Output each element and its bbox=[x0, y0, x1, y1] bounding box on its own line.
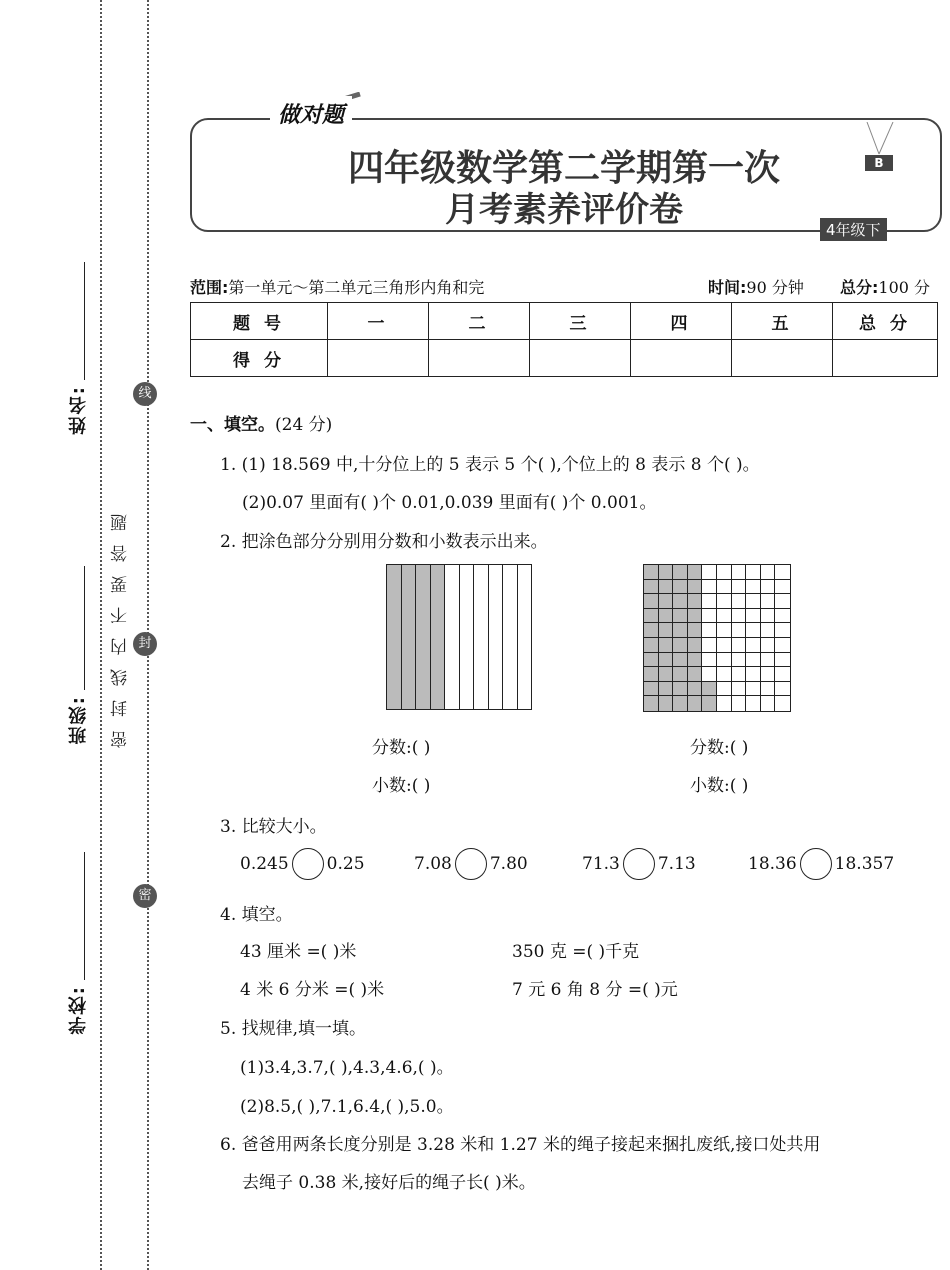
grid-cell bbox=[702, 609, 717, 624]
name-label: 姓名: bbox=[68, 385, 89, 435]
grid-cell bbox=[717, 653, 732, 668]
binding-dotted-line-outer bbox=[100, 0, 102, 1270]
q5-text: 5. 找规律,填一填。 bbox=[220, 1019, 367, 1039]
grid-cell bbox=[732, 667, 747, 682]
grid-cell bbox=[644, 638, 659, 653]
grid-cell bbox=[659, 565, 674, 580]
total-label: 总分: bbox=[840, 278, 879, 297]
grid-cell bbox=[761, 580, 776, 595]
grid-cell bbox=[761, 696, 776, 711]
grid-cell bbox=[761, 638, 776, 653]
grid-cell bbox=[688, 696, 703, 711]
grid-cell bbox=[688, 609, 703, 624]
grid-cell bbox=[746, 667, 761, 682]
compare-left: 18.36 bbox=[748, 854, 797, 874]
grid-cell bbox=[659, 580, 674, 595]
q6-line-1: 6. 爸爸用两条长度分别是 3.28 米和 1.27 米的绳子接起来捆扎废纸,接口处共用 bbox=[220, 1135, 821, 1155]
grid-cell bbox=[688, 638, 703, 653]
seal-mark-line: 线 bbox=[133, 382, 157, 406]
compare-circle[interactable] bbox=[800, 848, 832, 880]
score-header-cell: 三 bbox=[530, 303, 631, 340]
grid-cell bbox=[644, 580, 659, 595]
grid-cell bbox=[746, 682, 761, 697]
badge-hanger-icon bbox=[865, 122, 895, 156]
strip-column bbox=[402, 565, 417, 709]
grid-cell bbox=[644, 623, 659, 638]
seal-warning: 密封线内不要答题 bbox=[111, 500, 131, 748]
grid-cell bbox=[702, 682, 717, 697]
grid-cell bbox=[775, 653, 790, 668]
grid-cell bbox=[702, 594, 717, 609]
brand-logo: 做对题 bbox=[270, 96, 352, 131]
q3-text: 3. 比较大小。 bbox=[220, 817, 327, 837]
grid-cell bbox=[746, 594, 761, 609]
grid-cell bbox=[673, 653, 688, 668]
section-1-heading bbox=[190, 410, 332, 435]
grid-cell bbox=[746, 653, 761, 668]
grid-cell bbox=[717, 682, 732, 697]
time-value: 90 分钟 bbox=[746, 278, 804, 297]
compare-right: 7.13 bbox=[657, 854, 696, 874]
grid-cell bbox=[775, 682, 790, 697]
strip-column bbox=[474, 565, 489, 709]
name-field[interactable] bbox=[84, 262, 85, 380]
grid-cell bbox=[775, 696, 790, 711]
grid-cell bbox=[673, 594, 688, 609]
grid-cell bbox=[659, 696, 674, 711]
time-info bbox=[708, 275, 804, 298]
grid-cell bbox=[688, 565, 703, 580]
strip-column bbox=[431, 565, 446, 709]
time-label: 时间: bbox=[708, 278, 747, 297]
grid-cell bbox=[688, 580, 703, 595]
grid-cell bbox=[659, 623, 674, 638]
grid-cell bbox=[717, 696, 732, 711]
class-field[interactable] bbox=[84, 566, 85, 690]
q2-text: 2. 把涂色部分分别用分数和小数表示出来。 bbox=[220, 532, 548, 552]
hundred-grid-figure bbox=[643, 564, 791, 712]
title-line-2: 月考素养评价卷 bbox=[445, 190, 683, 230]
grid-cell bbox=[673, 696, 688, 711]
seal-mark-secret: 密 bbox=[133, 884, 157, 908]
grid-cell bbox=[761, 609, 776, 624]
grade-tag: 4年级下 bbox=[820, 218, 887, 241]
grid-cell bbox=[746, 696, 761, 711]
grid-cell bbox=[775, 594, 790, 609]
strip-figure bbox=[386, 564, 532, 710]
strip-column bbox=[445, 565, 460, 709]
score-header-row bbox=[191, 303, 938, 340]
grid-cell bbox=[702, 696, 717, 711]
grid-cell bbox=[644, 609, 659, 624]
class-label: 班级: bbox=[68, 695, 89, 745]
grid-cell bbox=[702, 667, 717, 682]
grid-cell bbox=[732, 696, 747, 711]
grid-cell bbox=[659, 682, 674, 697]
grid-cell bbox=[673, 565, 688, 580]
grid-cell bbox=[746, 580, 761, 595]
grid-cell bbox=[746, 565, 761, 580]
grid-cell bbox=[775, 638, 790, 653]
grid-cell bbox=[688, 623, 703, 638]
score-cell[interactable] bbox=[732, 340, 833, 377]
grid-cell bbox=[688, 594, 703, 609]
grid-cell bbox=[732, 638, 747, 653]
q1-line-1: 1. (1) 18.569 中,十分位上的 5 表示 5 个( ),个位上的 8 表示 8 个( )。 bbox=[220, 455, 760, 475]
score-cell[interactable] bbox=[429, 340, 530, 377]
score-cell[interactable] bbox=[833, 340, 938, 377]
compare-circle[interactable] bbox=[455, 848, 487, 880]
grid-cell bbox=[717, 623, 732, 638]
right-decimal-answer[interactable]: 小数:( ) bbox=[690, 776, 749, 796]
grid-cell bbox=[673, 667, 688, 682]
grid-cell bbox=[775, 667, 790, 682]
grid-cell bbox=[717, 580, 732, 595]
left-decimal-answer[interactable]: 小数:( ) bbox=[372, 776, 431, 796]
scope-label: 范围: bbox=[190, 278, 229, 297]
grid-cell bbox=[702, 623, 717, 638]
school-field[interactable] bbox=[84, 852, 85, 980]
right-fraction-answer[interactable]: 分数:( ) bbox=[690, 738, 749, 758]
section-1-title: 一、填空。 bbox=[190, 415, 275, 435]
compare-right: 18.357 bbox=[834, 854, 895, 874]
compare-left: 0.245 bbox=[240, 854, 289, 874]
q6-line-2: 去绳子 0.38 米,接好后的绳子长( )米。 bbox=[242, 1173, 536, 1193]
title-line-1: 四年级数学第二学期第一次 bbox=[347, 148, 780, 189]
score-cell[interactable] bbox=[631, 340, 732, 377]
grid-cell bbox=[673, 682, 688, 697]
grid-cell bbox=[717, 638, 732, 653]
grid-cell bbox=[732, 609, 747, 624]
compare-pair bbox=[582, 848, 696, 880]
school-label: 学校: bbox=[68, 985, 89, 1035]
score-header-cell: 一 bbox=[328, 303, 429, 340]
score-header-cell: 二 bbox=[429, 303, 530, 340]
score-header-cell: 总 分 bbox=[833, 303, 938, 340]
score-header-cell: 四 bbox=[631, 303, 732, 340]
grid-cell bbox=[673, 623, 688, 638]
grid-cell bbox=[746, 638, 761, 653]
grid-cell bbox=[644, 667, 659, 682]
grid-cell bbox=[732, 653, 747, 668]
strip-column bbox=[489, 565, 504, 709]
q1-line-2: (2)0.07 里面有( )个 0.01,0.039 里面有( )个 0.001。 bbox=[242, 493, 657, 513]
grid-cell bbox=[775, 623, 790, 638]
grid-cell bbox=[702, 638, 717, 653]
grid-cell bbox=[717, 667, 732, 682]
score-cell[interactable] bbox=[530, 340, 631, 377]
grid-cell bbox=[702, 653, 717, 668]
score-value-row bbox=[191, 340, 938, 377]
compare-right: 0.25 bbox=[326, 854, 365, 874]
q5-line-1: (1)3.4,3.7,( ),4.3,4.6,( )。 bbox=[240, 1058, 454, 1078]
compare-pair bbox=[414, 848, 528, 880]
strip-column bbox=[416, 565, 431, 709]
left-fraction-answer[interactable]: 分数:( ) bbox=[372, 738, 431, 758]
grid-cell bbox=[761, 565, 776, 580]
score-header-cell: 题 号 bbox=[191, 303, 328, 340]
grid-cell bbox=[761, 682, 776, 697]
compare-left: 71.3 bbox=[582, 854, 620, 874]
grid-cell bbox=[746, 623, 761, 638]
compare-circle[interactable] bbox=[292, 848, 324, 880]
grid-cell bbox=[732, 682, 747, 697]
q4-item-a: 43 厘米 =( )米 bbox=[240, 942, 357, 962]
grid-cell bbox=[659, 667, 674, 682]
version-badge: B bbox=[865, 155, 893, 171]
grid-cell bbox=[688, 653, 703, 668]
strip-column bbox=[387, 565, 402, 709]
grid-cell bbox=[761, 594, 776, 609]
grid-cell bbox=[761, 623, 776, 638]
grid-cell bbox=[644, 653, 659, 668]
compare-circle[interactable] bbox=[623, 848, 655, 880]
seal-mark-seal: 封 bbox=[133, 632, 157, 656]
grid-cell bbox=[673, 638, 688, 653]
q4-item-b: 350 克 =( )千克 bbox=[512, 942, 640, 962]
scope-info bbox=[190, 275, 484, 298]
q4-text: 4. 填空。 bbox=[220, 905, 293, 925]
grid-cell bbox=[688, 667, 703, 682]
strip-column bbox=[460, 565, 475, 709]
compare-pair bbox=[748, 848, 894, 880]
grid-cell bbox=[659, 609, 674, 624]
grid-cell bbox=[717, 594, 732, 609]
score-cell[interactable] bbox=[328, 340, 429, 377]
grid-cell bbox=[732, 565, 747, 580]
grid-cell bbox=[659, 594, 674, 609]
grid-cell bbox=[717, 609, 732, 624]
grid-cell bbox=[659, 638, 674, 653]
grid-cell bbox=[775, 565, 790, 580]
score-row-label: 得 分 bbox=[191, 340, 328, 377]
grid-cell bbox=[673, 580, 688, 595]
strip-column bbox=[503, 565, 518, 709]
grid-cell bbox=[761, 667, 776, 682]
total-value: 100 分 bbox=[878, 278, 931, 297]
strip-column bbox=[518, 565, 532, 709]
grid-cell bbox=[702, 565, 717, 580]
grid-cell bbox=[761, 653, 776, 668]
grid-cell bbox=[702, 580, 717, 595]
grid-cell bbox=[673, 609, 688, 624]
grid-cell bbox=[732, 594, 747, 609]
section-1-points: (24 分) bbox=[275, 415, 333, 435]
grid-cell bbox=[688, 682, 703, 697]
q4-item-d: 7 元 6 角 8 分 =( )元 bbox=[512, 980, 678, 1000]
score-header-cell: 五 bbox=[732, 303, 833, 340]
grid-cell bbox=[717, 565, 732, 580]
grid-cell bbox=[644, 594, 659, 609]
compare-left: 7.08 bbox=[414, 854, 452, 874]
grid-cell bbox=[644, 565, 659, 580]
q4-item-c: 4 米 6 分米 =( )米 bbox=[240, 980, 385, 1000]
compare-right: 7.80 bbox=[489, 854, 528, 874]
grid-cell bbox=[732, 580, 747, 595]
grid-cell bbox=[732, 623, 747, 638]
compare-pair bbox=[240, 848, 365, 880]
q5-line-2: (2)8.5,( ),7.1,6.4,( ),5.0。 bbox=[240, 1097, 454, 1117]
scope-value: 第一单元～第二单元三角形内角和完 bbox=[228, 278, 485, 297]
grid-cell bbox=[775, 580, 790, 595]
grid-cell bbox=[775, 609, 790, 624]
grid-cell bbox=[644, 682, 659, 697]
total-info bbox=[840, 275, 930, 298]
grid-cell bbox=[746, 609, 761, 624]
grid-cell bbox=[644, 696, 659, 711]
score-table bbox=[190, 302, 938, 377]
grid-cell bbox=[659, 653, 674, 668]
